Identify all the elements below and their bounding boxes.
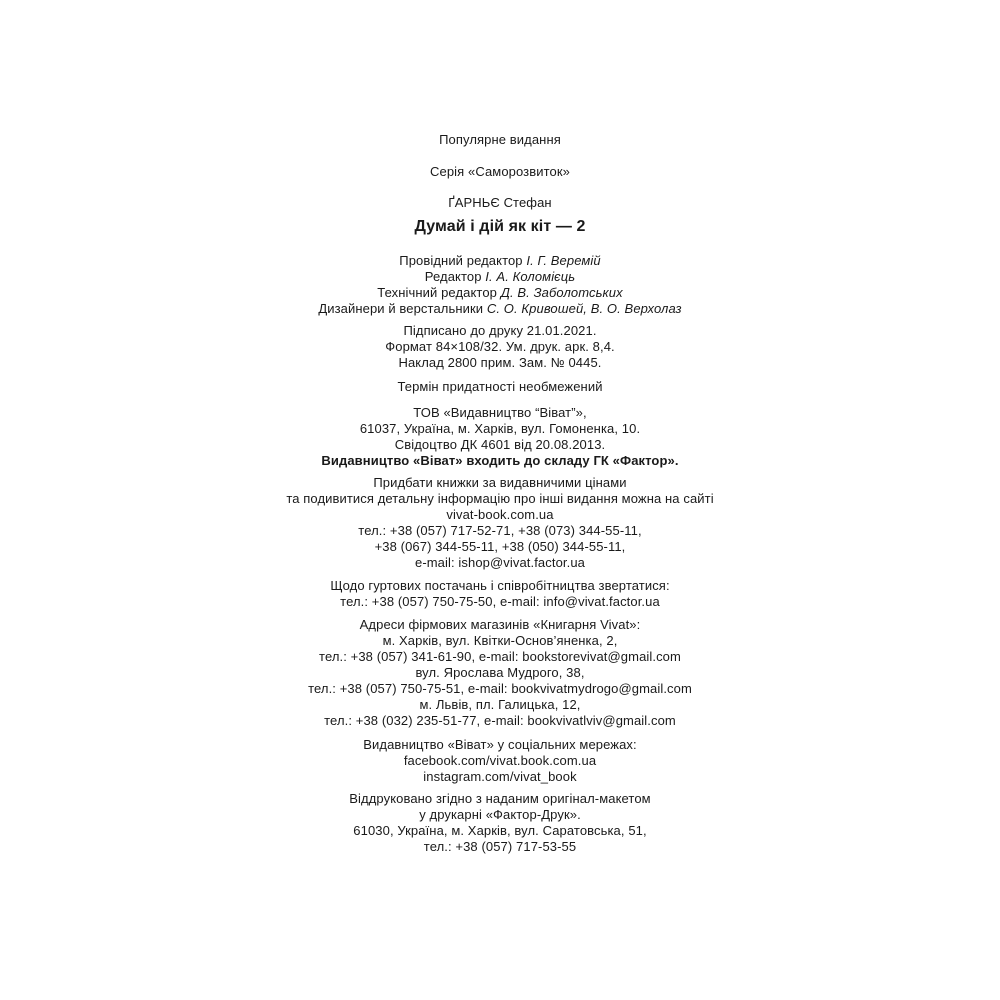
credit-role: Технічний редактор xyxy=(377,285,497,300)
stores-line: Адреси фірмових магазинів «Книгарня Vivat»: xyxy=(359,617,641,632)
stores-line: тел.: +38 (057) 750-75-51, e-mail: bookvivatmydrogo@gmail.com xyxy=(308,681,692,696)
print-info-line: Формат 84×108/32. Ум. друк. арк. 8,4. xyxy=(385,339,615,354)
print-info-block xyxy=(200,323,800,371)
social-line: Видавництво «Віват» у соціальних мережах: xyxy=(363,737,637,752)
website-text: vivat-book.com.ua xyxy=(446,507,554,522)
wholesale-line: Щодо гуртових постачань і співробітництва звертатися: xyxy=(330,578,670,593)
publication-category xyxy=(200,132,800,148)
wholesale-block xyxy=(200,578,800,610)
series-text: Серія «Саморозвиток» xyxy=(430,164,570,179)
facebook-link-text: facebook.com/vivat.book.com.ua xyxy=(403,753,597,768)
printing-line: тел.: +38 (057) 717-53-55 xyxy=(423,839,577,854)
author-text: ҐАРНЬЄ Стефан xyxy=(448,195,552,210)
credit-role: Провідний редактор xyxy=(399,253,523,268)
stores-block xyxy=(200,617,800,729)
shelf-life-line xyxy=(200,379,800,395)
printing-block xyxy=(200,791,800,855)
credit-line xyxy=(200,253,800,269)
credit-name: І. Г. Веремій xyxy=(526,253,601,268)
printing-line: Віддруковано згідно з наданим оригінал-макетом xyxy=(349,791,651,806)
credit-line xyxy=(200,301,800,317)
credit-role: Редактор xyxy=(424,269,482,284)
stores-line: тел.: +38 (057) 341-61-90, e-mail: bookstorevivat@gmail.com xyxy=(319,649,681,664)
credit-line xyxy=(200,285,800,301)
publisher-line: 61037, Україна, м. Харків, вул. Гомоненка, 10. xyxy=(359,421,641,436)
credit-line xyxy=(200,269,800,285)
author-line xyxy=(200,195,800,211)
shelf-life-text: Термін придатності необмежений xyxy=(397,379,603,394)
buy-info-line: Придбати книжки за видавничими цінами xyxy=(373,475,627,490)
buy-info-block xyxy=(200,475,800,571)
publisher-block xyxy=(200,405,800,469)
publisher-line: ТОВ «Видавництво “Віват”», xyxy=(413,405,587,420)
category-text: Популярне видання xyxy=(439,132,561,147)
stores-line: м. Харків, вул. Квітки-Основ’яненка, 2, xyxy=(382,633,618,648)
wholesale-line: тел.: +38 (057) 750-75-50, e-mail: info@vivat.factor.ua xyxy=(340,594,660,609)
instagram-link-text: instagram.com/vivat_book xyxy=(423,769,577,784)
series-line xyxy=(200,164,800,180)
credit-name: Д. В. Заболотських xyxy=(500,285,623,300)
email-text: e-mail: ishop@vivat.factor.ua xyxy=(414,555,585,570)
printing-line: 61030, Україна, м. Харків, вул. Саратовська, 51, xyxy=(353,823,647,838)
publisher-group-line: Видавництво «Віват» входить до складу ГК «Фактор». xyxy=(321,453,679,468)
buy-info-line: тел.: +38 (057) 717-52-71, +38 (073) 344-55-11, xyxy=(358,523,642,538)
publisher-line: Свідоцтво ДК 4601 від 20.08.2013. xyxy=(394,437,606,452)
book-title-text: Думай і дій як кіт — 2 xyxy=(414,218,586,235)
stores-line: м. Львів, пл. Галицька, 12, xyxy=(419,697,581,712)
stores-line: вул. Ярослава Мудрого, 38, xyxy=(415,665,585,680)
printing-line: у друкарні «Фактор-Друк». xyxy=(419,807,581,822)
social-block xyxy=(200,737,800,785)
book-title xyxy=(200,217,800,237)
print-info-line: Наклад 2800 прим. Зам. № 0445. xyxy=(398,355,602,370)
buy-info-line: та подивитися детальну інформацію про інші видання можна на сайті xyxy=(286,491,714,506)
credit-name: С. О. Кривошей, В. О. Верхолаз xyxy=(486,301,682,316)
stores-line: тел.: +38 (032) 235-51-77, e-mail: bookvivatlviv@gmail.com xyxy=(324,713,676,728)
buy-info-line: +38 (067) 344-55-11, +38 (050) 344-55-11, xyxy=(374,539,626,554)
print-info-line: Підписано до друку 21.01.2021. xyxy=(403,323,597,338)
credit-role: Дизайнери й верстальники xyxy=(318,301,484,316)
credits-block xyxy=(200,253,800,317)
credit-name: І. А. Коломієць xyxy=(485,269,576,284)
